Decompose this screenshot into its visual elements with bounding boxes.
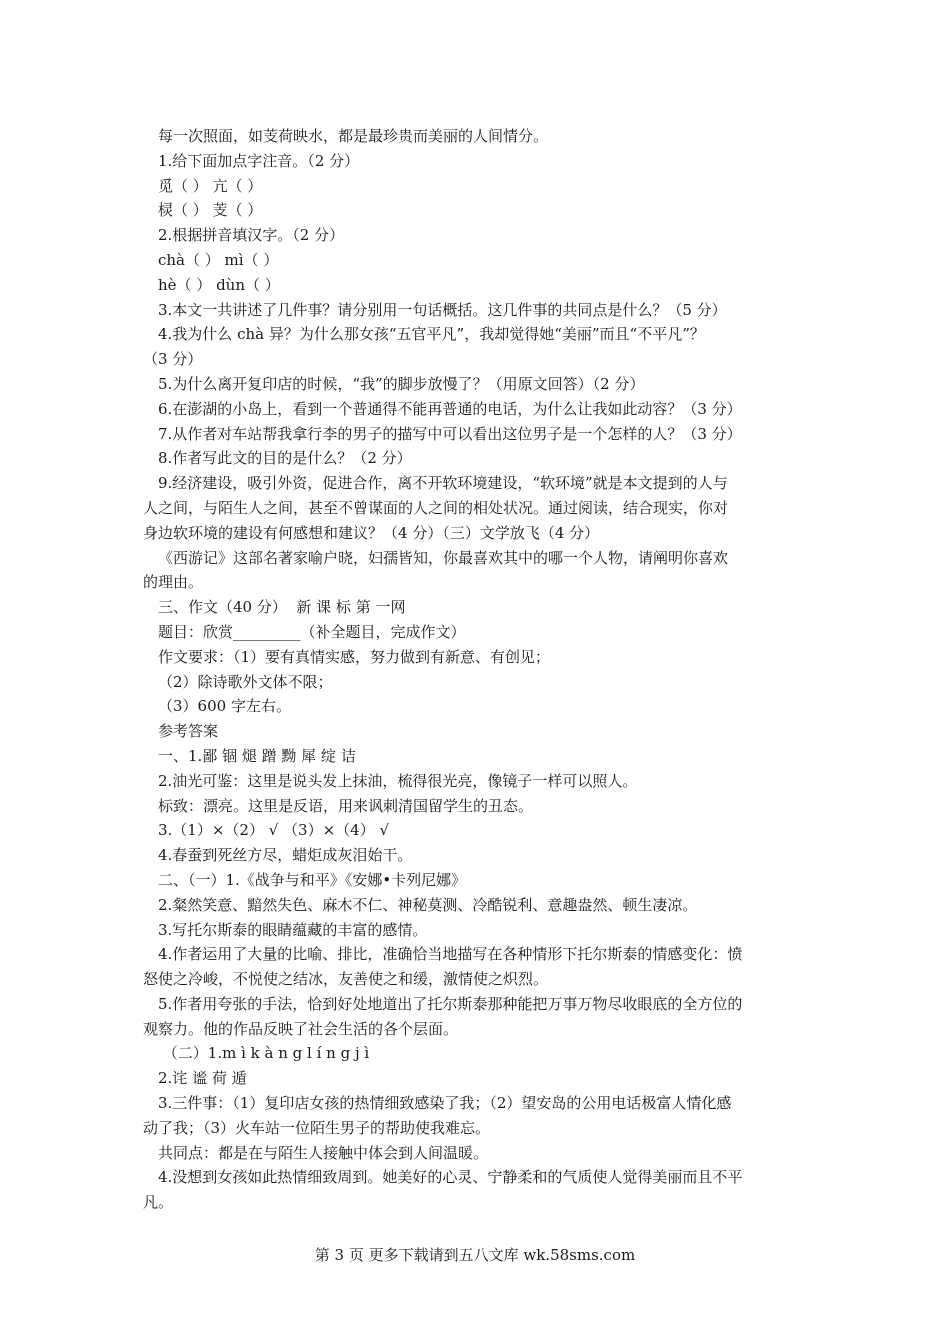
text-line: 5.作者用夸张的手法，恰到好处地道出了托尔斯泰那种能把万事万物尽收眼底的全方位的 xyxy=(158,994,743,1013)
text-line: 的理由。 xyxy=(143,573,204,592)
text-line: （3 分） xyxy=(143,350,203,369)
text-line: 标致：漂亮。这里是反语，用来讽刺清国留学生的丑态。 xyxy=(158,796,534,815)
text-line: 6.在澎湖的小岛上，看到一个普通得不能再普通的电话，为什么让我如此动容？（3 分） xyxy=(158,399,742,418)
text-line: （3）600 字左右。 xyxy=(158,697,291,716)
page-footer: 第 3 页 更多下载请到五八文库 wk.58sms.com xyxy=(314,1246,636,1264)
text-line: 1.给下面加点字注音。（2 分） xyxy=(158,151,360,170)
text-line: 一、1.鄙 锢 煺 蹭 黝 犀 绽 诘 xyxy=(158,746,356,765)
text-line: 身边软环境的建设有何感想和建议？（4 分）（三）文学放飞（4 分） xyxy=(143,523,600,542)
text-line: 动了我；（3）火车站一位陌生男子的帮助使我难忘。 xyxy=(143,1118,491,1137)
text-line: 3.三件事：（1）复印店女孩的热情细致感染了我；（2）望安岛的公用电话极富人情化感 xyxy=(158,1094,732,1113)
text-line: （2）除诗歌外文体不限； xyxy=(158,672,333,691)
document-body xyxy=(143,124,813,1215)
text-line: 4.我为什么 chà 异？为什么那女孩“五官平凡”，我却觉得她“美丽”而且“不平凡”？ xyxy=(158,325,705,344)
text-line: （二）1.m ì k à n g l í n g j ì xyxy=(158,1044,370,1063)
text-line: 作文要求：（1）要有真情实感，努力做到有新意、有创见； xyxy=(158,647,551,666)
text-line: 共同点：都是在与陌生人接触中体会到人间温暖。 xyxy=(158,1143,489,1162)
text-line: 怒使之冷峻，不悦使之结冰，友善使之和缓，激情使之炽烈。 xyxy=(143,970,549,989)
text-line: 3.写托尔斯泰的眼睛蕴藏的丰富的感情。 xyxy=(158,920,428,939)
text-line: 4.没想到女孩如此热情细致周到。她美好的心灵、宁静柔和的气质使人觉得美丽而且不平 xyxy=(158,1168,743,1187)
text-line: chà（ ） mì（ ） xyxy=(158,250,279,269)
text-line: 3.（1）×（2） √ （3）×（4） √ xyxy=(158,821,390,840)
text-line: 2.粲然笑意、黯然失色、麻木不仁、神秘莫测、冷酷锐利、意趣盎然、顿生凄凉。 xyxy=(158,895,698,914)
text-line: 每一次照面，如芰荷映水，都是最珍贵而美丽的人间情分。 xyxy=(158,127,549,145)
text-line: 参考答案 xyxy=(158,722,219,741)
text-line: 二、（一）1.《战争与和平》《安娜•卡列尼娜》 xyxy=(158,870,467,889)
text-line: 《西游记》这部名著家喻户晓，妇孺皆知，你最喜欢其中的哪一个人物，请阐明你喜欢 xyxy=(158,548,729,567)
text-line: 觅（ ） 亢（ ） xyxy=(158,176,263,195)
text-line: 2.根据拼音填汉字。（2 分） xyxy=(158,226,345,245)
text-line: 凡。 xyxy=(143,1193,174,1212)
text-line: hè（ ） dùn（ ） xyxy=(158,275,280,294)
text-line: 三、作文（40 分） 新 课 标 第 一网 xyxy=(158,598,406,617)
text-line: 2.诧 谧 荷 遁 xyxy=(158,1069,247,1088)
text-line: 4.作者运用了大量的比喻、排比，准确恰当地描写在各种情形下托尔斯泰的情感变化：愤 xyxy=(158,945,743,964)
text-line: 8.作者写此文的目的是什么？（2 分） xyxy=(158,449,412,468)
text-line: 5.为什么离开复印店的时候，“我”的脚步放慢了？（用原文回答）（2 分） xyxy=(158,374,645,393)
text-line: 题目：欣赏_________（补全题目，完成作文） xyxy=(158,622,466,641)
text-line: 观察力。他的作品反映了社会生活的各个层面。 xyxy=(143,1019,459,1038)
text-line: 2.油光可鉴：这里是说头发上抹油，梳得很光亮，像镜子一样可以照人。 xyxy=(158,771,638,790)
text-line: 7.从作者对车站帮我拿行李的男子的描写中可以看出这位男子是一个怎样的人？（3 分） xyxy=(158,424,742,443)
text-line: 4.春蚕到死丝方尽，蜡炬成灰泪始干。 xyxy=(158,846,413,865)
text-line: 3.本文一共讲述了几件事？请分别用一句话概括。这几件事的共同点是什么？（5 分） xyxy=(158,300,727,319)
text-line: 人之间，与陌生人之间，甚至不曾谋面的人之间的相处状况。通过阅读，结合现实，你对 xyxy=(143,498,729,517)
text-line: 9.经济建设，吸引外资，促进合作，离不开软环境建设，“软环境”就是本文提到的人与 xyxy=(158,474,728,493)
text-line: 棂（ ） 芰（ ） xyxy=(158,201,263,220)
